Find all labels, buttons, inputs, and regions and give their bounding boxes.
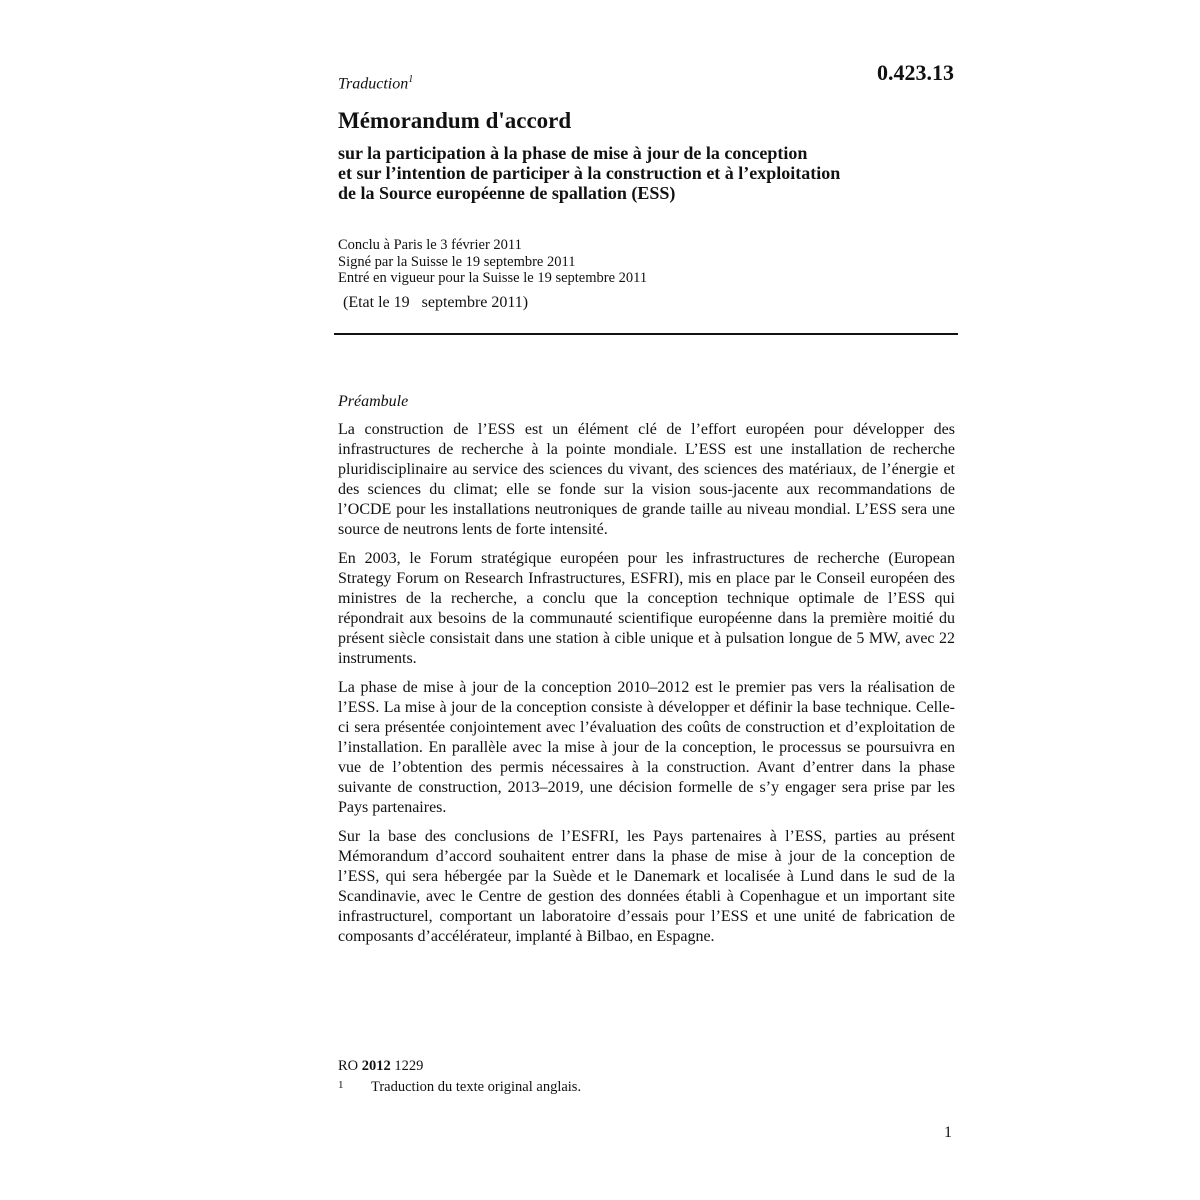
subtitle-line: de la Source européenne de spallation (ESS) [338, 183, 676, 203]
ro-reference: RO 2012 1229 [338, 1058, 424, 1074]
document-subtitle [338, 143, 958, 203]
state-date: (Etat le 19 septembre 2011) [343, 294, 529, 311]
footnote-text: Traduction du texte original anglais. [371, 1079, 582, 1095]
paragraph: La construction de l’ESS est un élément clé de l’effort européen pour développer des infrastructures de recherche à la pointe mondiale. L’ESS est une installation de recherche pluridisciplinaire au service des sciences du vivant, des sciences des matériaux, de l’énergie et des sciences du climat; elle se fonde sur la vision sous-jacente aux recommandations de l’OCDE pour les installations neutroniques de grande taille au niveau mondial. L’ESS sera une source de neutrons lents de forte intensité. [338, 421, 955, 538]
subtitle-line: et sur l’intention de participer à la construction et à l’exploitation [338, 163, 841, 183]
header-divider [334, 333, 958, 335]
footnote-ref[interactable]: 1 [408, 74, 414, 85]
document-metadata [338, 237, 647, 287]
signed-date: Signé par la Suisse le 19 septembre 2011 [338, 253, 576, 270]
subtitle-line: sur la participation à la phase de mise à jour de la conception [338, 143, 808, 163]
in-force-date: Entré en vigueur pour la Suisse le 19 septembre 2011 [338, 270, 648, 286]
preamble-heading: Préambule [338, 393, 409, 410]
page-number: 1 [944, 1124, 952, 1141]
document-title: Mémorandum d'accord [338, 108, 572, 133]
translation-label: Traduction$^1$ [338, 74, 414, 93]
paragraph: En 2003, le Forum stratégique européen pour les infrastructures de recherche (European Strategy Forum on Research Infrastructures, ESFRI), mis en place par le Conseil européen des ministres de la recherche, a conclu que la conception technique optimale de l’ESS qui répondrait aux besoins de la communauté scientifique européenne dans la première moitié du présent siècle consistait dans une station à cible unique et à pulsation longue de 5 MW, avec 22 instruments. [338, 550, 955, 667]
paragraph: La phase de mise à jour de la conception 2010–2012 est le premier pas vers la réalisation de l’ESS. La mise à jour de la conception consiste à développer et définir la base technique. Celle-ci sera présentée conjointement avec l’évaluation des coûts de construction et d’exploitation de l’installation. En parallèle avec la mise à jour de la conception, le processus se poursuivra en vue de l’obtention des permis nécessaires à la construction. Avant d’entrer dans la phase suivante de construction, 2013–2019, une décision formelle de s’y engager sera prise par les Pays partenaires. [338, 679, 955, 816]
document-number: 0.423.13 [877, 60, 954, 85]
paragraph: Sur la base des conclusions de l’ESFRI, les Pays partenaires à l’ESS, parties au présent Mémorandum d’accord souhaitent entrer dans la phase de mise à jour de la conception de l’ESS, qui sera hébergée par la Suède et le Danemark et localisée à Lund dans le sud de la Scandinavie, avec le Centre de gestion des données établi à Copenhague et un important site infrastructurel, comportant un laboratoire d’essais pour l’ESS et une unité de fabrication de composants d’accélérateur, implanté à Bilbao, en Espagne. [338, 828, 955, 945]
footnote-number: 1 [338, 1079, 344, 1091]
concluded-date: Conclu à Paris le 3 février 2011 [338, 237, 522, 253]
preamble-body [338, 420, 955, 956]
footnote [338, 1079, 581, 1096]
